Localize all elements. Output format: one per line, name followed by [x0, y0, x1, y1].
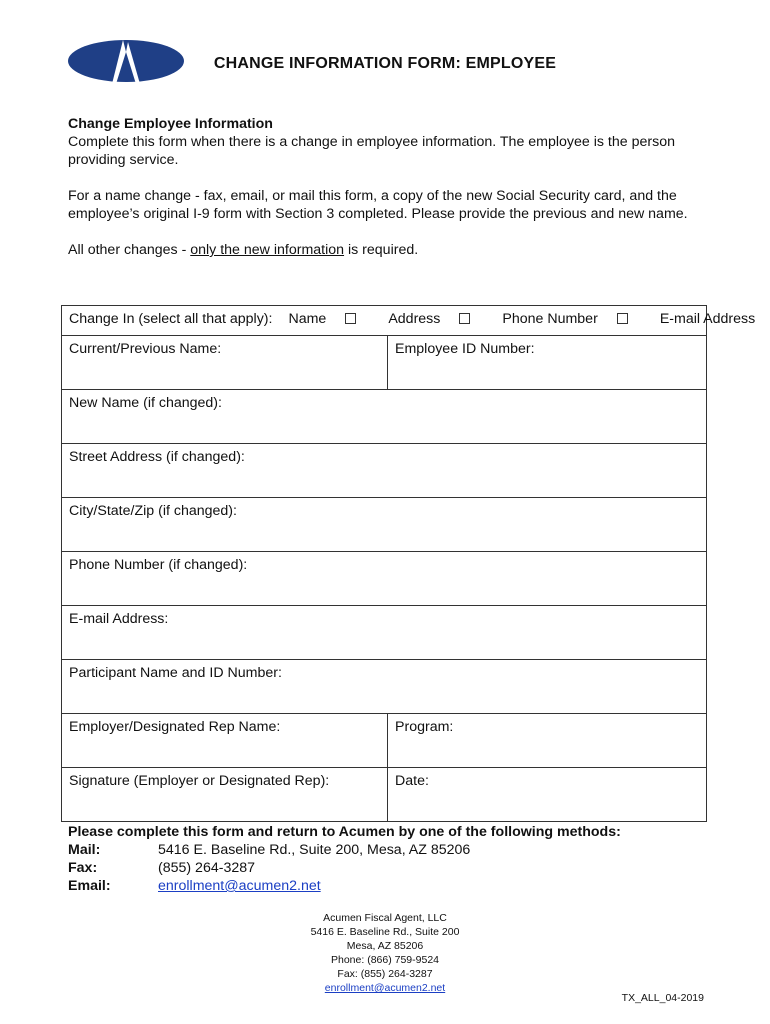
- footer-address1: 5416 E. Baseline Rd., Suite 200: [310, 926, 460, 938]
- mail-value: 5416 E. Baseline Rd., Suite 200, Mesa, AZ 85206: [158, 842, 471, 858]
- return-heading: Please complete this form and return to Acumen by one of the following methods:: [68, 824, 621, 840]
- employer-row: [62, 713, 706, 767]
- footer-email-link[interactable]: enrollment@acumen2.net: [324, 982, 446, 994]
- mail-line: [68, 841, 621, 859]
- participant-field[interactable]: Participant Name and ID Number:: [69, 665, 282, 681]
- employee-id-field[interactable]: Employee ID Number:: [387, 336, 706, 389]
- phone-checkbox[interactable]: [617, 313, 628, 324]
- phone-row: [62, 551, 706, 605]
- change-in-label: Change In (select all that apply):: [69, 311, 273, 327]
- mail-label: Mail:: [68, 842, 101, 858]
- street-row: [62, 443, 706, 497]
- change-in-row: [62, 306, 756, 335]
- footer-address2: Mesa, AZ 85206: [346, 940, 424, 952]
- new-name-field[interactable]: New Name (if changed):: [69, 395, 222, 411]
- email-link[interactable]: enrollment@acumen2.net: [158, 878, 321, 894]
- option-email-label: E-mail Address: [659, 311, 756, 327]
- name-id-row: [62, 335, 706, 389]
- email-address-field[interactable]: E-mail Address:: [69, 611, 169, 627]
- signature-field[interactable]: Signature (Employer or Designated Rep):: [69, 773, 330, 789]
- option-phone[interactable]: [502, 311, 643, 330]
- new-name-row: [62, 389, 706, 443]
- option-address[interactable]: [388, 311, 486, 330]
- footer-company: Acumen Fiscal Agent, LLC: [323, 912, 447, 924]
- name-checkbox[interactable]: [345, 313, 356, 324]
- return-instructions: [68, 823, 621, 895]
- intro-p3-suffix: is required.: [344, 242, 419, 258]
- option-name-label: Name: [288, 311, 327, 327]
- signature-row: [62, 767, 706, 822]
- intro-p3-prefix: All other changes -: [68, 242, 191, 258]
- intro-section: [68, 115, 708, 259]
- option-phone-label: Phone Number: [502, 311, 598, 327]
- footer-fax: Fax: (855) 264-3287: [337, 968, 433, 980]
- email-row: [62, 605, 706, 659]
- footer-phone: Phone: (866) 759-9524: [331, 954, 439, 966]
- fax-label: Fax:: [68, 860, 98, 876]
- footer: [0, 911, 770, 995]
- option-email[interactable]: [660, 311, 770, 330]
- email-label: Email:: [68, 878, 111, 894]
- intro-paragraph-1: Complete this form when there is a change in employee information. The employee is the person providing service.: [68, 134, 675, 168]
- fax-value: (855) 264-3287: [158, 860, 256, 876]
- city-state-zip-field[interactable]: City/State/Zip (if changed):: [69, 503, 237, 519]
- form-code: TX_ALL_04-2019: [621, 992, 704, 1004]
- email-line: [68, 877, 621, 895]
- intro-p3-underlined: only the new information: [190, 242, 345, 258]
- current-name-field[interactable]: Current/Previous Name:: [69, 341, 222, 357]
- employer-rep-field[interactable]: Employer/Designated Rep Name:: [69, 719, 281, 735]
- intro-paragraph-3: [68, 241, 708, 259]
- page-title: CHANGE INFORMATION FORM: EMPLOYEE: [213, 55, 557, 72]
- program-field[interactable]: Program:: [387, 714, 706, 767]
- intro-heading: Change Employee Information: [68, 116, 273, 132]
- option-address-label: Address: [388, 311, 441, 327]
- city-row: [62, 497, 706, 551]
- fax-line: [68, 859, 621, 877]
- street-address-field[interactable]: Street Address (if changed):: [69, 449, 245, 465]
- address-checkbox[interactable]: [459, 313, 470, 324]
- participant-row: [62, 659, 706, 713]
- change-in-cell: [62, 306, 756, 335]
- phone-number-field[interactable]: Phone Number (if changed):: [69, 557, 248, 573]
- date-field[interactable]: Date:: [387, 768, 706, 822]
- change-form: [61, 305, 756, 822]
- option-name[interactable]: [288, 311, 372, 330]
- intro-paragraph-2: For a name change - fax, email, or mail this form, a copy of the new Social Security card, and the employee’s original I-9 form with Section 3 completed. Please provide the previous and new name.: [68, 188, 688, 222]
